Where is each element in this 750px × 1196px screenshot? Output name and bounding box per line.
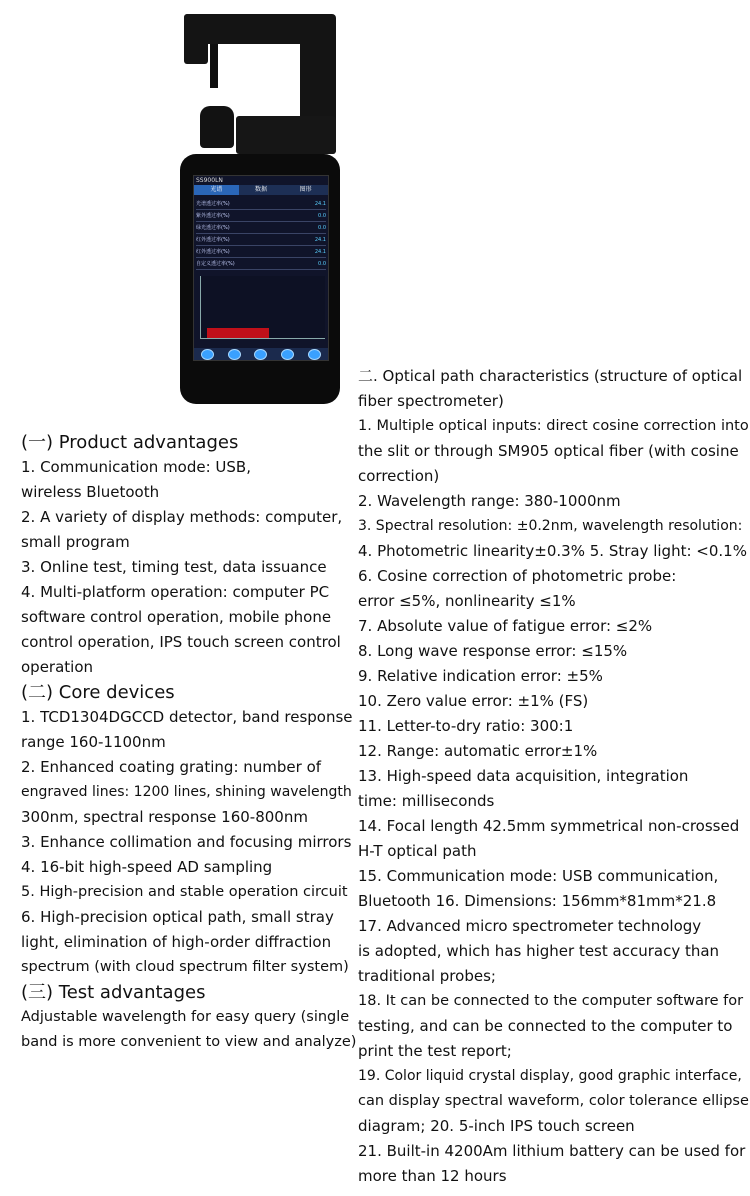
device-screen — [193, 175, 329, 361]
screen-row: 光谱透过率(%) 24.1 — [196, 198, 326, 210]
section-heading-test-advantages: (三) Test advantages — [21, 982, 206, 1003]
text-line: operation — [21, 658, 94, 676]
text-line: 5. High-precision and stable operation circuit — [21, 884, 348, 900]
text-line: traditional probes; — [358, 967, 496, 985]
text-line: light, elimination of high-order diffraction — [21, 933, 332, 951]
text-line: the slit or through SM905 optical fiber (with cosine — [358, 442, 739, 460]
screen-rows — [196, 198, 326, 270]
text-line: H-T optical path — [358, 842, 477, 860]
text-line: fiber spectrometer) — [358, 392, 504, 410]
text-line: time: milliseconds — [358, 792, 495, 810]
screen-row: 红外透过率(%) 24.1 — [196, 246, 326, 258]
screen-row: 自定义透过率(%) 0.0 — [196, 258, 326, 270]
section-heading-core-devices: (二) Core devices — [21, 682, 175, 703]
text-line: 17. Advanced micro spectrometer technology — [358, 917, 702, 935]
text-line: 4. Multi-platform operation: computer PC — [21, 583, 330, 601]
section-heading-optical-path: 二. Optical path characteristics (structure of optical — [358, 367, 743, 385]
screen-tab-graph: 图形 — [299, 186, 312, 193]
text-line: wireless Bluetooth — [21, 483, 160, 501]
text-line: 6. Cosine correction of photometric probe: — [358, 567, 677, 585]
text-line: 10. Zero value error: ±1% (FS) — [358, 692, 589, 710]
screen-tabs — [194, 185, 328, 195]
text-line: 2. A variety of display methods: computer, — [21, 508, 343, 526]
probe-knob — [200, 106, 234, 148]
text-line: 12. Range: automatic error±1% — [358, 742, 598, 760]
text-line: correction) — [358, 467, 440, 485]
clamp-left-arm — [184, 14, 208, 64]
text-line: engraved lines: 1200 lines, shining wavelength — [21, 784, 352, 800]
text-line: 1. TCD1304DGCCD detector, band response — [21, 708, 353, 726]
text-line: 3. Online test, timing test, data issuance — [21, 558, 327, 576]
screen-brand: SS900LN — [196, 177, 223, 184]
right-column — [358, 364, 750, 1189]
text-line: can display spectral waveform, color tolerance ellipse — [358, 1093, 749, 1109]
text-line: is adopted, which has higher test accuracy than — [358, 942, 720, 960]
text-line: Adjustable wavelength for easy query (single — [21, 1009, 350, 1025]
text-line: 14. Focal length 42.5mm symmetrical non-crossed — [358, 817, 740, 835]
text-line: 8. Long wave response error: ≤15% — [358, 642, 628, 660]
spectrum-fill — [207, 328, 269, 338]
text-line: diagram; 20. 5-inch IPS touch screen — [358, 1117, 635, 1135]
text-line: control operation, IPS touch screen control — [21, 633, 341, 651]
text-line: 7. Absolute value of fatigue error: ≤2% — [358, 617, 653, 635]
screen-tab-data: 数据 — [255, 186, 268, 193]
text-line: 9. Relative indication error: ±5% — [358, 667, 603, 685]
screen-button-bar — [194, 348, 328, 360]
screen-button — [281, 349, 294, 360]
text-line: small program — [21, 533, 130, 551]
text-line: more than 12 hours — [358, 1167, 507, 1185]
text-line: 18. It can be connected to the computer software for — [358, 993, 744, 1009]
text-line: print the test report; — [358, 1042, 512, 1060]
text-line: 3. Spectral resolution: ±0.2nm, wavelength resolution: — [358, 518, 743, 534]
text-line: 3. Enhance collimation and focusing mirrors — [21, 833, 352, 851]
screen-row: 红外透过率(%) 24.1 — [196, 234, 326, 246]
text-line: band is more convenient to view and analyze) — [21, 1034, 357, 1050]
screen-spectrum-plot — [200, 276, 325, 339]
text-line: error ≤5%, nonlinearity ≤1% — [358, 592, 576, 610]
text-line: 4. Photometric linearity±0.3% 5. Stray light: <0.1% — [358, 542, 747, 560]
clamp-bottom-arm — [236, 116, 336, 154]
text-line: 21. Built-in 4200Am lithium battery can be used for — [358, 1142, 746, 1160]
text-line: 1. Communication mode: USB, — [21, 458, 251, 476]
text-line: 300nm, spectral response 160-800nm — [21, 808, 308, 826]
section-heading-product-advantages: (一) Product advantages — [21, 432, 239, 453]
text-line: spectrum (with cloud spectrum filter system) — [21, 959, 349, 975]
screen-row: 绿光透过率(%) 0.0 — [196, 222, 326, 234]
text-line: 2. Wavelength range: 380-1000nm — [358, 492, 621, 510]
text-line: 19. Color liquid crystal display, good graphic interface, — [358, 1068, 742, 1084]
text-line: 4. 16-bit high-speed AD sampling — [21, 858, 273, 876]
text-line: 15. Communication mode: USB communication, — [358, 867, 719, 885]
screen-row: 紫外透过率(%) 0.0 — [196, 210, 326, 222]
screen-button — [254, 349, 267, 360]
text-line: 13. High-speed data acquisition, integration — [358, 767, 689, 785]
text-line: testing, and can be connected to the computer to — [358, 1017, 733, 1035]
probe-rod — [210, 44, 218, 88]
screen-button — [308, 349, 321, 360]
screen-tab-spectrum: 光谱 — [194, 185, 239, 195]
text-line: 6. High-precision optical path, small stray — [21, 908, 334, 926]
screen-button — [201, 349, 214, 360]
text-line: Bluetooth 16. Dimensions: 156mm*81mm*21.8 — [358, 892, 717, 910]
text-line: range 160-1100nm — [21, 733, 166, 751]
text-line: software control operation, mobile phone — [21, 608, 332, 626]
text-line: 2. Enhanced coating grating: number of — [21, 758, 322, 776]
left-column — [21, 430, 357, 1055]
screen-button — [228, 349, 241, 360]
text-line: 11. Letter-to-dry ratio: 300:1 — [358, 717, 574, 735]
text-line: 1. Multiple optical inputs: direct cosine correction into — [358, 418, 749, 434]
